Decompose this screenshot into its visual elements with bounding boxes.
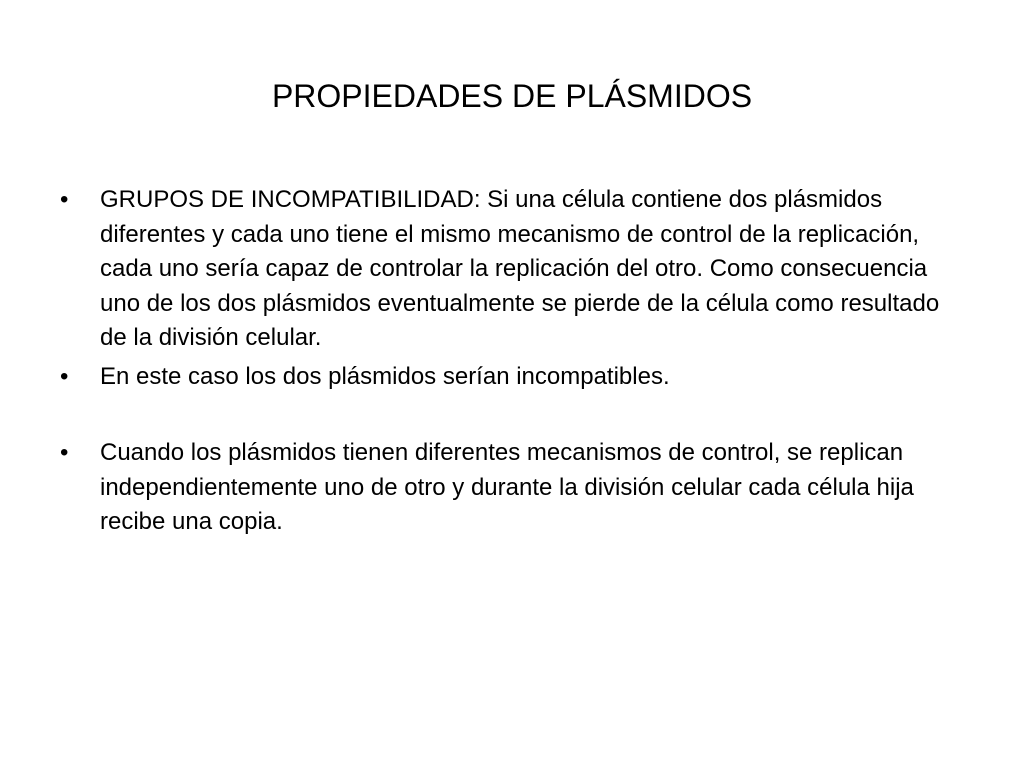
bullet-text: Cuando los plásmidos tienen diferentes mecanismos de control, se replican independientemente uno de otro y durante la división celular cada célula hija recibe una copia.	[100, 439, 914, 535]
bullet-icon: •	[60, 439, 69, 466]
bullet-text: En este caso los dos plásmidos serían incompatibles.	[100, 362, 670, 390]
bullet-item-incompatible	[60, 360, 960, 395]
bullet-list	[60, 183, 960, 544]
bullet-item-different-control	[60, 436, 960, 540]
slide-title: PROPIEDADES DE PLÁSMIDOS	[271, 78, 753, 114]
bullet-text: GRUPOS DE INCOMPATIBILIDAD: Si una célula contiene dos plásmidos diferentes y cada uno tiene el mismo mecanismo de control de la replicación, cada uno sería capaz de controlar la replicación del otro. Como consecuencia uno de los dos plásmidos eventualmente se pierde de la célula como resultado de la división celular.	[100, 186, 940, 351]
bullet-icon: •	[60, 186, 69, 213]
bullet-icon: •	[60, 362, 69, 390]
bullet-item-incompatibility-groups	[60, 183, 960, 356]
